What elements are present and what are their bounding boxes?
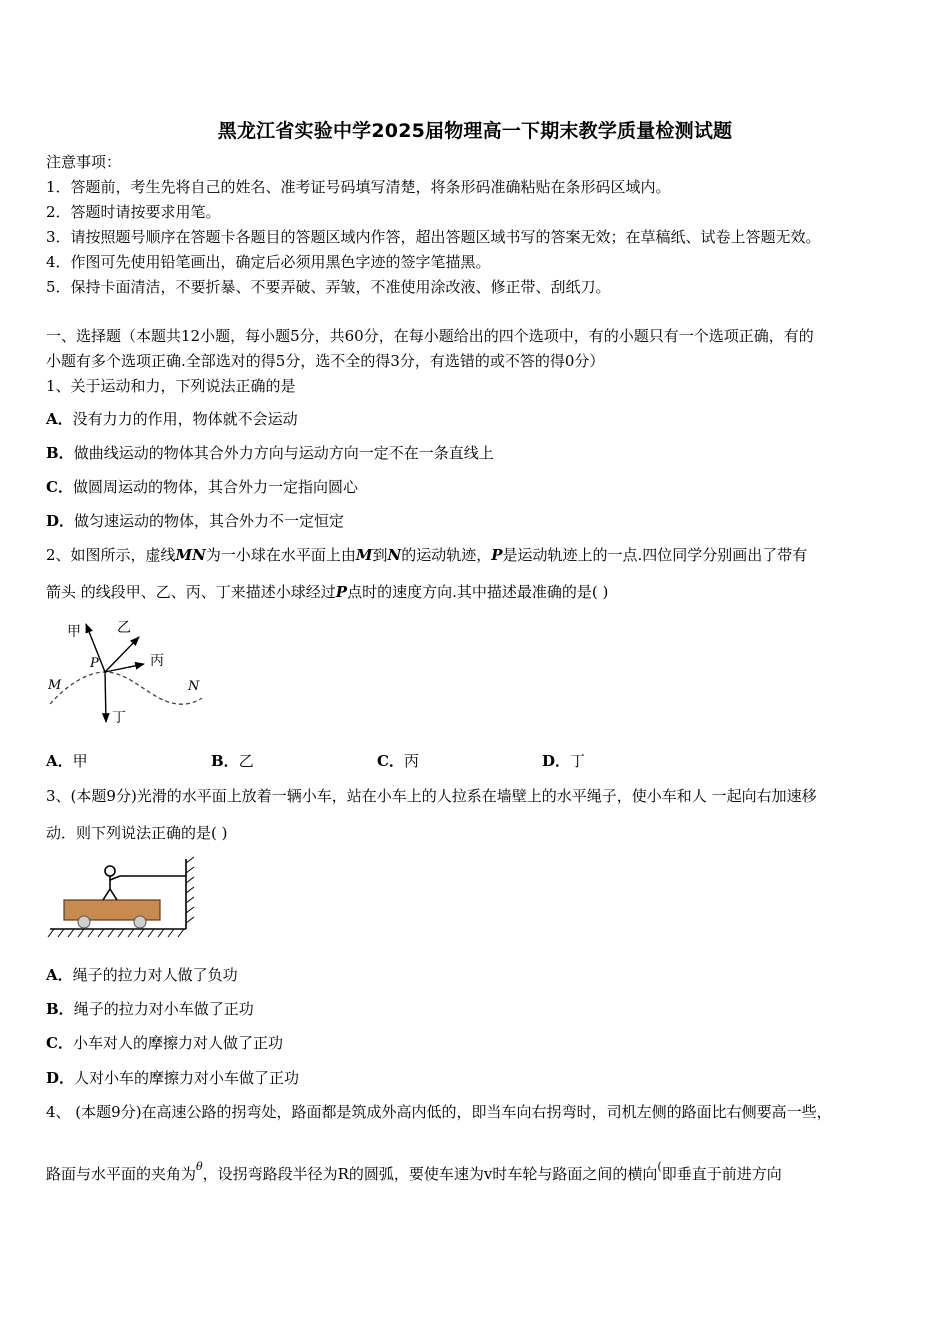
person-leg-right: [110, 889, 117, 900]
q2-mn: MN: [175, 546, 206, 564]
notice-item-3: 3．请按照题号顺序在答题卡各题目的答题区域内作答，超出答题区域书写的答案无效；在草稿纸、试卷上答题无效。: [46, 228, 821, 246]
q4-stem-line1: 4、 (本题9分)在高速公路的拐弯处，路面都是筑成外高内低的，即当车向右拐弯时，司机左侧的路面比右侧要高一些，: [46, 1103, 832, 1121]
q4-stem-line2: [46, 1160, 782, 1186]
notice-item-2: 2．答题时请按要求用笔。: [46, 203, 221, 221]
option-letter: C．: [46, 1034, 73, 1052]
q1-option-d: [46, 511, 344, 531]
option-text: 绳子的拉力对小车做了正功: [73, 1000, 254, 1018]
label-m: M: [48, 678, 62, 693]
q4-paren: (: [657, 1160, 662, 1173]
notice-heading: 注意事项：: [46, 153, 122, 171]
person-head: [105, 866, 115, 876]
q2-option-d: [542, 751, 585, 771]
q2-text: 点时的速度方向.其中描述最准确的是( ): [347, 583, 609, 601]
q2-text: 2、如图所示，虚线: [46, 546, 176, 564]
q2-text: 的运动轨迹，: [401, 546, 492, 564]
option-text: 做匀速运动的物体，其合外力不一定恒定: [74, 512, 345, 530]
q3-option-c: [46, 1033, 283, 1053]
q2-text: 是运动轨迹上的一点.四位同学分别画出了带有: [502, 546, 808, 564]
option-letter: C．: [46, 478, 73, 496]
notice-item-5: 5．保持卡面清洁，不要折暴、不要弄破、弄皱，不准使用涂改液、修正带、刮纸刀。: [46, 278, 611, 296]
q1-option-b: [46, 443, 494, 463]
q3-figure: [46, 855, 206, 945]
q3-option-d: [46, 1068, 299, 1088]
option-text: 做圆周运动的物体，其合外力一定指向圆心: [72, 478, 358, 496]
cart-wheel-right: [134, 916, 146, 928]
q2-text: 到: [372, 546, 388, 564]
q3-stem-line2: 动．则下列说法正确的是( ): [46, 824, 228, 842]
q2-p: P: [491, 546, 503, 564]
option-letter: B．: [211, 752, 239, 770]
q2-option-c: [377, 751, 419, 771]
q2-option-a: [46, 751, 88, 771]
option-letter: B．: [46, 1000, 74, 1018]
q3-option-a: [46, 965, 238, 985]
option-text: 丁: [570, 752, 586, 770]
cart-wheel-left: [78, 916, 90, 928]
q4-text: 即垂直于前进方向: [661, 1165, 782, 1183]
q3-stem-line1: 3、(本题9分)光滑的水平面上放着一辆小车，站在小车上的人拉系在墙壁上的水平绳子，使小车和人 一起向右加速移: [46, 787, 817, 805]
option-text: 甲: [72, 752, 88, 770]
q4-theta: θ: [196, 1160, 203, 1173]
option-letter: A．: [46, 752, 73, 770]
label-bing: 丙: [150, 653, 164, 669]
option-letter: D．: [46, 1069, 75, 1087]
option-letter: A．: [46, 966, 73, 984]
q1-option-c: [46, 477, 358, 497]
option-text: 绳子的拉力对人做了负功: [72, 966, 238, 984]
option-letter: A．: [46, 410, 73, 428]
q2-n: N: [387, 546, 402, 564]
label-yi: 乙: [117, 620, 131, 636]
option-text: 丙: [403, 752, 419, 770]
page-title: 黑龙江省实验中学2025届物理高一下期末教学质量检测试题: [217, 120, 733, 142]
option-letter: D．: [542, 752, 571, 770]
wall-hatching: [186, 857, 194, 923]
label-jia: 甲: [67, 624, 81, 640]
option-text: 小车对人的摩擦力对人做了正功: [72, 1034, 283, 1052]
q2-p: P: [335, 583, 348, 601]
notice-item-1: 1．答题前，考生先将自己的姓名、准考证号码填写清楚，将条形码准确粘贴在条形码区域内。: [46, 178, 671, 196]
q1-option-a: [46, 409, 298, 429]
arrow-ding: [105, 672, 106, 722]
notice-item-4: 4．作图可先使用铅笔画出，确定后必须用黑色字迹的签字笔描黑。: [46, 253, 491, 271]
label-n: N: [188, 679, 200, 694]
q2-m: M: [355, 546, 373, 564]
option-text: 没有力力的作用，物体就不会运动: [72, 410, 298, 428]
q2-text: 为一小球在水平面上由: [205, 546, 356, 564]
section-heading-line1: 一、选择题（本题共12小题，每小题5分，共60分，在每小题给出的四个选项中，有的小题只有一个选项正确，有的: [46, 327, 814, 345]
trajectory-curve: [50, 672, 202, 704]
q2-option-b: [211, 751, 254, 771]
q2-text: 箭头 的线段甲、乙、丙、丁来描述小球经过: [46, 583, 336, 601]
q2-stem-line1: [46, 545, 807, 565]
option-text: 做曲线运动的物体其合外力方向与运动方向一定不在一条直线上: [73, 444, 494, 462]
section-heading-line2: 小题有多个选项正确.全部选对的得5分，选不全的得3分，有选错的或不答的得0分）: [46, 352, 605, 370]
ground-hatching: [48, 929, 184, 937]
option-text: 乙: [238, 752, 254, 770]
q3-option-b: [46, 999, 254, 1019]
cart-body: [64, 900, 160, 920]
q4-text: 路面与水平面的夹角为: [46, 1165, 197, 1183]
q1-stem: 1、关于运动和力，下列说法正确的是: [46, 377, 296, 395]
person-leg-left: [103, 889, 110, 900]
option-letter: B．: [46, 444, 74, 462]
label-p: P: [90, 656, 99, 671]
q4-text: ，设拐弯路段半径为R的圆弧，要使车速为v时车轮与路面之间的横向: [202, 1165, 658, 1183]
label-ding: 丁: [112, 710, 126, 726]
option-letter: C．: [377, 752, 404, 770]
option-letter: D．: [46, 512, 75, 530]
q2-figure: [40, 612, 220, 732]
option-text: 人对小车的摩擦力对小车做了正功: [74, 1069, 300, 1087]
q2-stem-line2: [46, 582, 608, 602]
